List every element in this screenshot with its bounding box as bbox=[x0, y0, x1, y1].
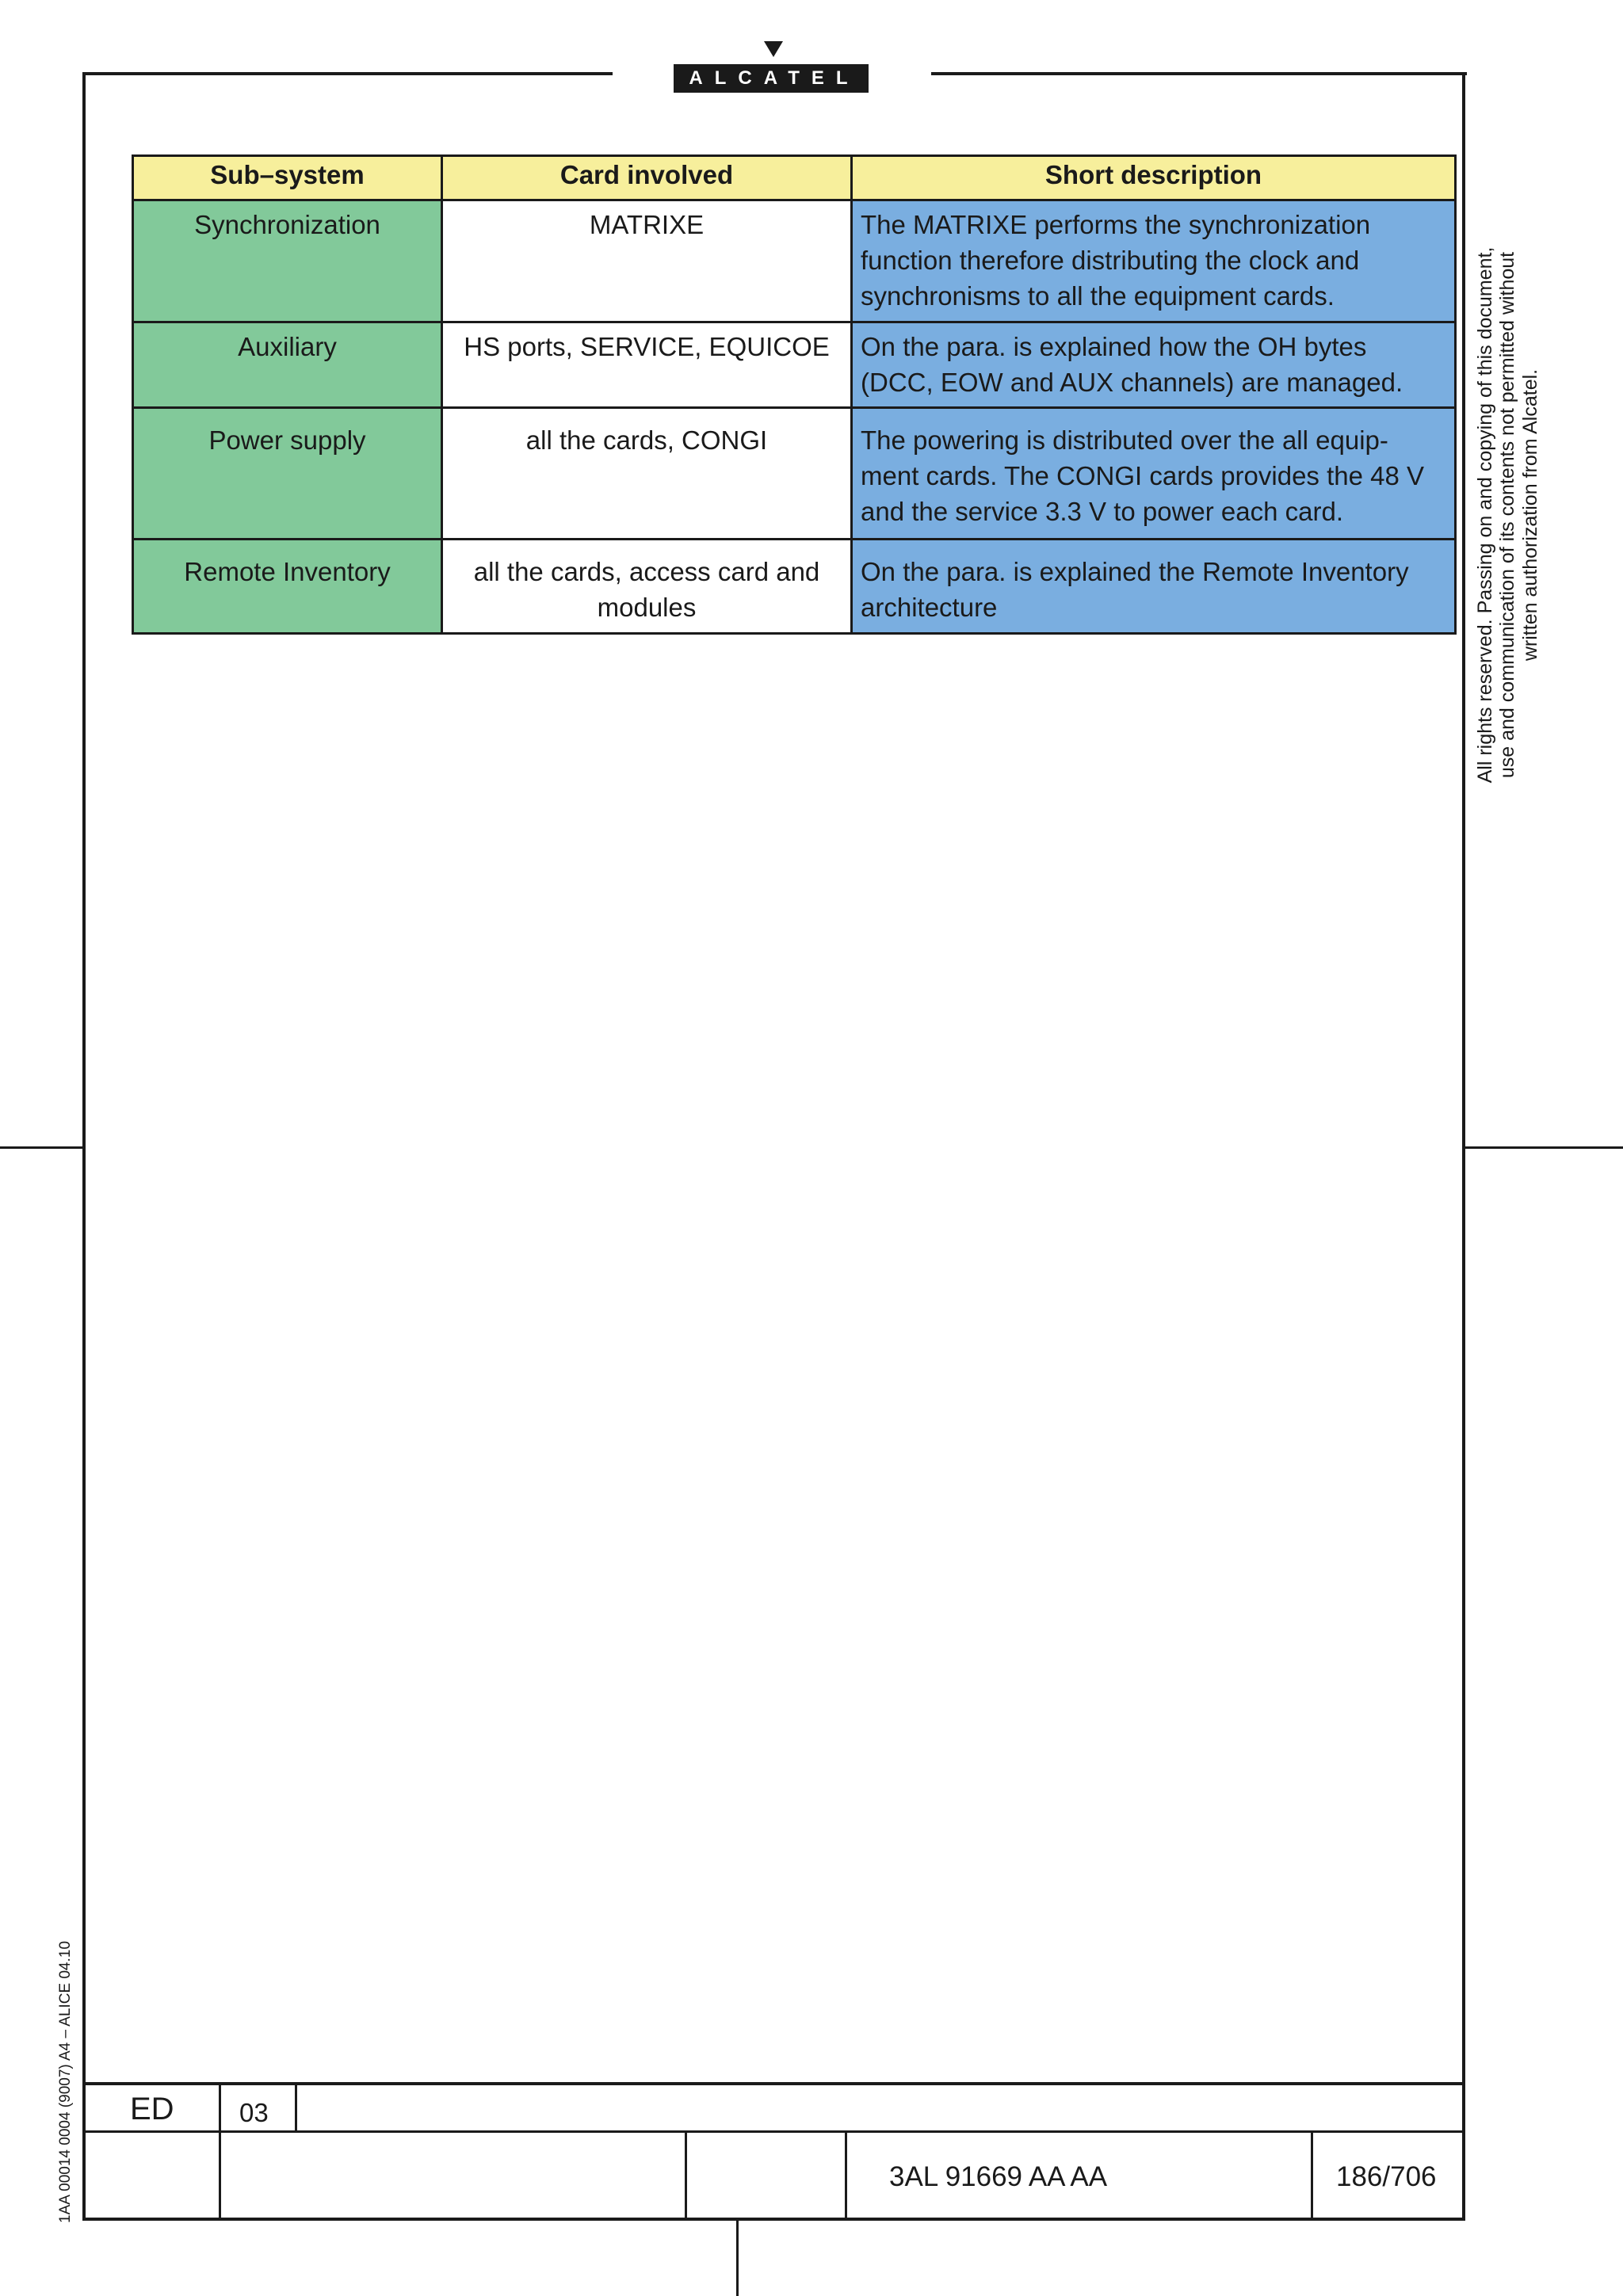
frame-top-right bbox=[931, 72, 1467, 75]
logo-arrow-icon bbox=[764, 41, 783, 57]
frame-top-left bbox=[83, 72, 613, 75]
description-cell: The MATRIXE performs the synchronization function therefore distributing the clock and synchronisms to all the equipment cards. bbox=[852, 200, 1456, 322]
footer-divider bbox=[1311, 2130, 1313, 2219]
subsystem-cell: Power supply bbox=[133, 408, 442, 540]
column-header: Card involved bbox=[442, 156, 852, 200]
footer-bottom-line bbox=[82, 2218, 1465, 2221]
description-cell: The powering is distributed over the all equip-ment cards. The CONGI cards provides the 48 V and the service 3.3 V to power each card. bbox=[852, 408, 1456, 540]
subsystem-cell: Remote Inventory bbox=[133, 540, 442, 634]
table-row bbox=[133, 408, 1456, 540]
document-code: 3AL 91669 AA AA bbox=[889, 2161, 1108, 2192]
frame-left bbox=[82, 72, 86, 2221]
column-header: Sub–system bbox=[133, 156, 442, 200]
edition-value: 03 bbox=[239, 2098, 269, 2127]
table-row bbox=[133, 540, 1456, 634]
footer-top-line bbox=[82, 2082, 1465, 2085]
description-cell: On the para. is explained the Remote Inventory architecture bbox=[852, 540, 1456, 634]
bottom-tick bbox=[736, 2219, 739, 2296]
left-tick bbox=[0, 1146, 82, 1149]
card-cell: all the cards, CONGI bbox=[442, 408, 852, 540]
subsystem-table bbox=[132, 154, 1457, 635]
page-number: 186/706 bbox=[1336, 2161, 1437, 2192]
copyright-note: All rights reserved. Passing on and copying of this document, use and communication of its contents not permitted without written authorization from Alcatel. bbox=[1474, 246, 1541, 784]
footer-divider bbox=[845, 2130, 847, 2219]
column-header: Short description bbox=[852, 156, 1456, 200]
table-header-row bbox=[133, 156, 1456, 200]
table-row bbox=[133, 200, 1456, 322]
card-cell: MATRIXE bbox=[442, 200, 852, 322]
card-cell: all the cards, access card and modules bbox=[442, 540, 852, 634]
subsystem-cell: Synchronization bbox=[133, 200, 442, 322]
footer-mid-line bbox=[82, 2130, 1465, 2133]
form-code: 1AA 00014 0004 (9007) A4 – ALICE 04.10 bbox=[57, 1940, 74, 2223]
alcatel-logo: ALCATEL bbox=[674, 64, 869, 93]
right-tick bbox=[1465, 1146, 1623, 1149]
footer-divider bbox=[295, 2082, 297, 2131]
footer-divider bbox=[219, 2082, 221, 2219]
subsystem-cell: Auxiliary bbox=[133, 322, 442, 408]
edition-label: ED bbox=[130, 2092, 174, 2126]
footer-divider bbox=[685, 2130, 687, 2219]
table-row bbox=[133, 322, 1456, 408]
description-cell: On the para. is explained how the OH bytes (DCC, EOW and AUX channels) are managed. bbox=[852, 322, 1456, 408]
card-cell: HS ports, SERVICE, EQUICOE bbox=[442, 322, 852, 408]
